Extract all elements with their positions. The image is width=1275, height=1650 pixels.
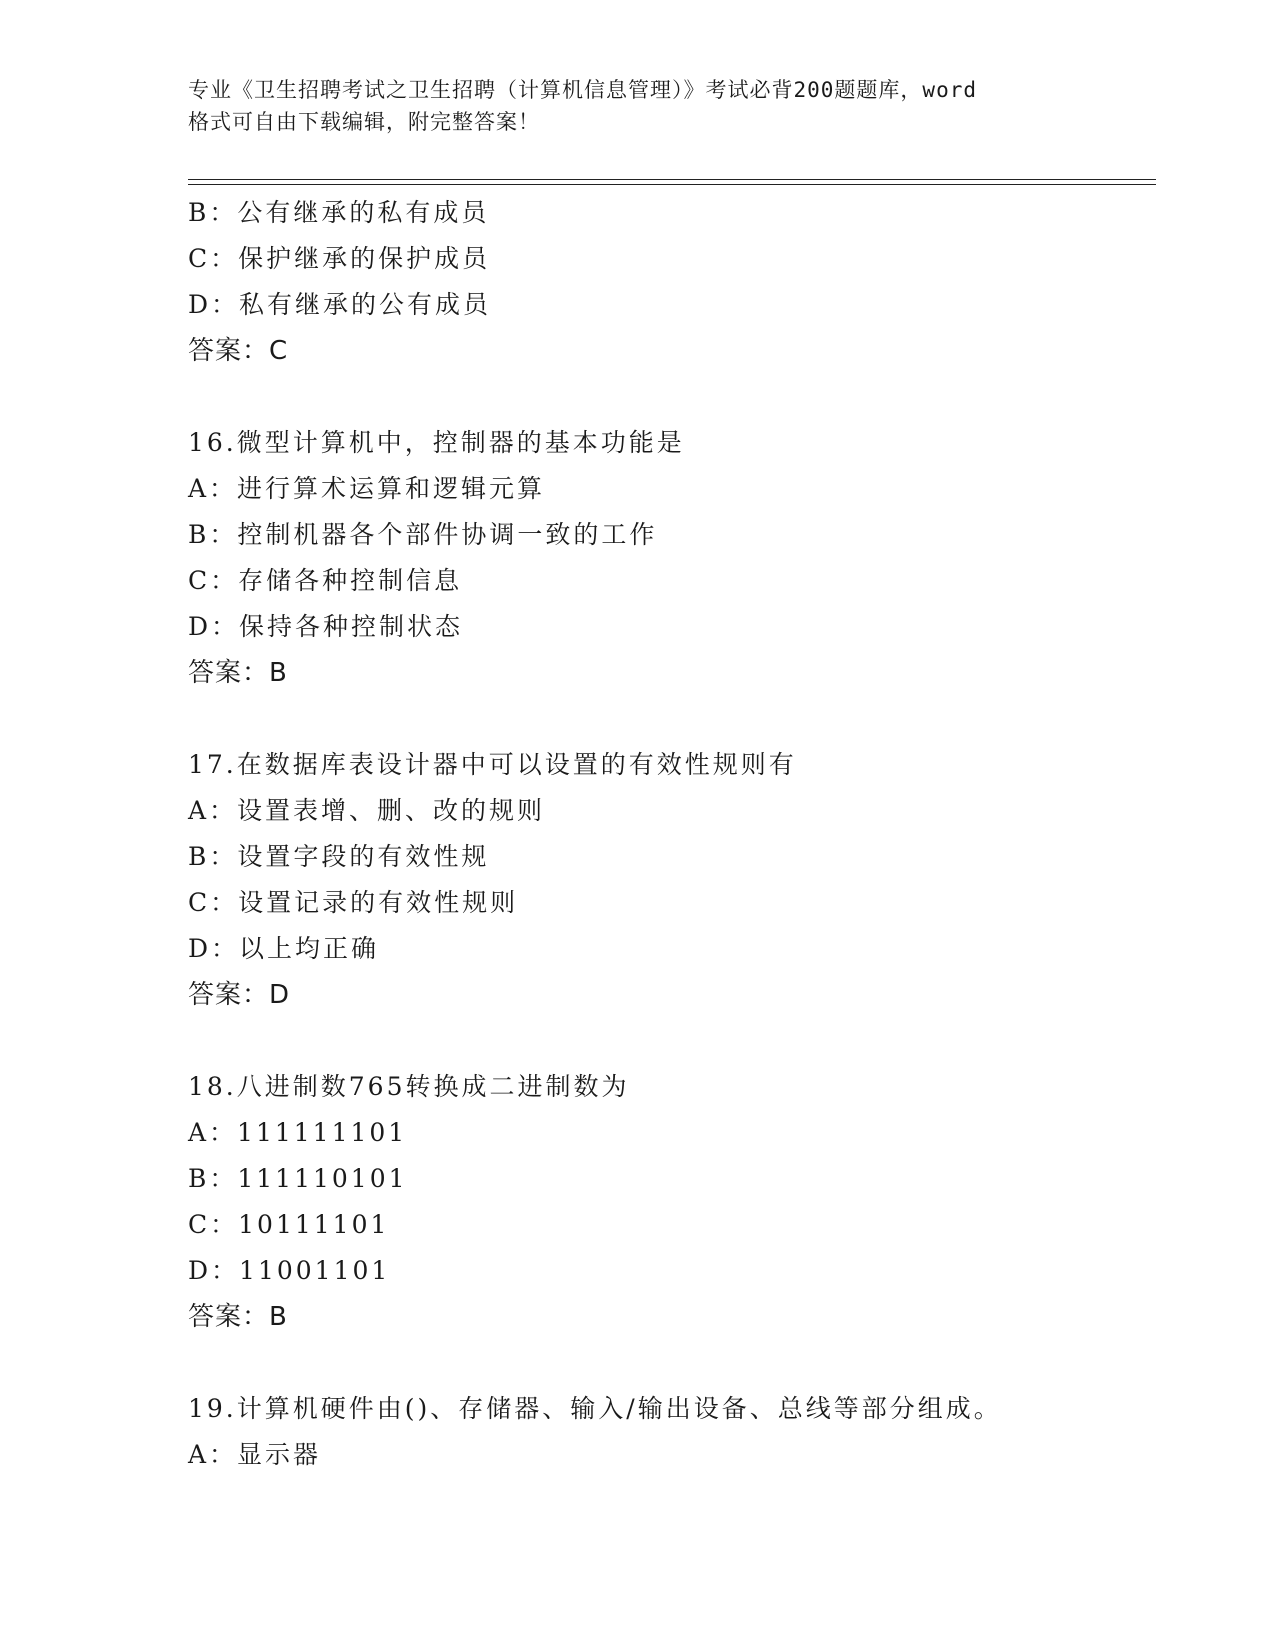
spacer — [188, 374, 1148, 420]
q17-option-b: B：设置字段的有效性规 — [188, 842, 490, 871]
q15-answer: 答案：C — [188, 336, 289, 366]
q18-option-a: A：111111101 — [188, 1118, 408, 1147]
q15-option-d: D：私有继承的公有成员 — [188, 290, 492, 319]
q18-answer: 答案：B — [188, 1302, 288, 1332]
spacer — [188, 1018, 1148, 1064]
spacer — [188, 1340, 1148, 1386]
q18-option-b: B：111110101 — [188, 1164, 408, 1193]
q16-question: 16.微型计算机中，控制器的基本功能是 — [188, 428, 685, 457]
q15-option-b: B：公有继承的私有成员 — [188, 198, 490, 227]
q18-option-c: C：10111101 — [188, 1210, 390, 1239]
q15-option-c: C：保护继承的保护成员 — [188, 244, 491, 273]
header-double-rule — [188, 179, 1156, 185]
q17-option-c: C：设置记录的有效性规则 — [188, 888, 519, 917]
q17-option-d: D：以上均正确 — [188, 934, 380, 963]
q16-option-d: D：保持各种控制状态 — [188, 612, 464, 641]
q17-option-a: A：设置表增、删、改的规则 — [188, 796, 546, 825]
q18-question: 18.八进制数765转换成二进制数为 — [188, 1072, 630, 1101]
header-line-2: 格式可自由下载编辑，附完整答案！ — [188, 110, 540, 134]
q17-question: 17.在数据库表设计器中可以设置的有效性规则有 — [188, 750, 797, 779]
q18-option-d: D：11001101 — [188, 1256, 391, 1285]
question-list — [188, 190, 1148, 1478]
document-header — [188, 74, 1088, 138]
q17-answer: 答案：D — [188, 980, 291, 1010]
q19-option-a: A：显示器 — [188, 1440, 322, 1469]
q16-answer: 答案：B — [188, 658, 288, 688]
header-line-1: 专业《卫生招聘考试之卫生招聘（计算机信息管理）》考试必背200题题库，word — [188, 78, 977, 102]
q16-option-b: B：控制机器各个部件协调一致的工作 — [188, 520, 658, 549]
spacer — [188, 696, 1148, 742]
q19-question: 19.计算机硬件由()、存储器、输入/输出设备、总线等部分组成。 — [188, 1394, 1002, 1423]
q16-option-a: A：进行算术运算和逻辑元算 — [188, 474, 546, 503]
q16-option-c: C：存储各种控制信息 — [188, 566, 463, 595]
